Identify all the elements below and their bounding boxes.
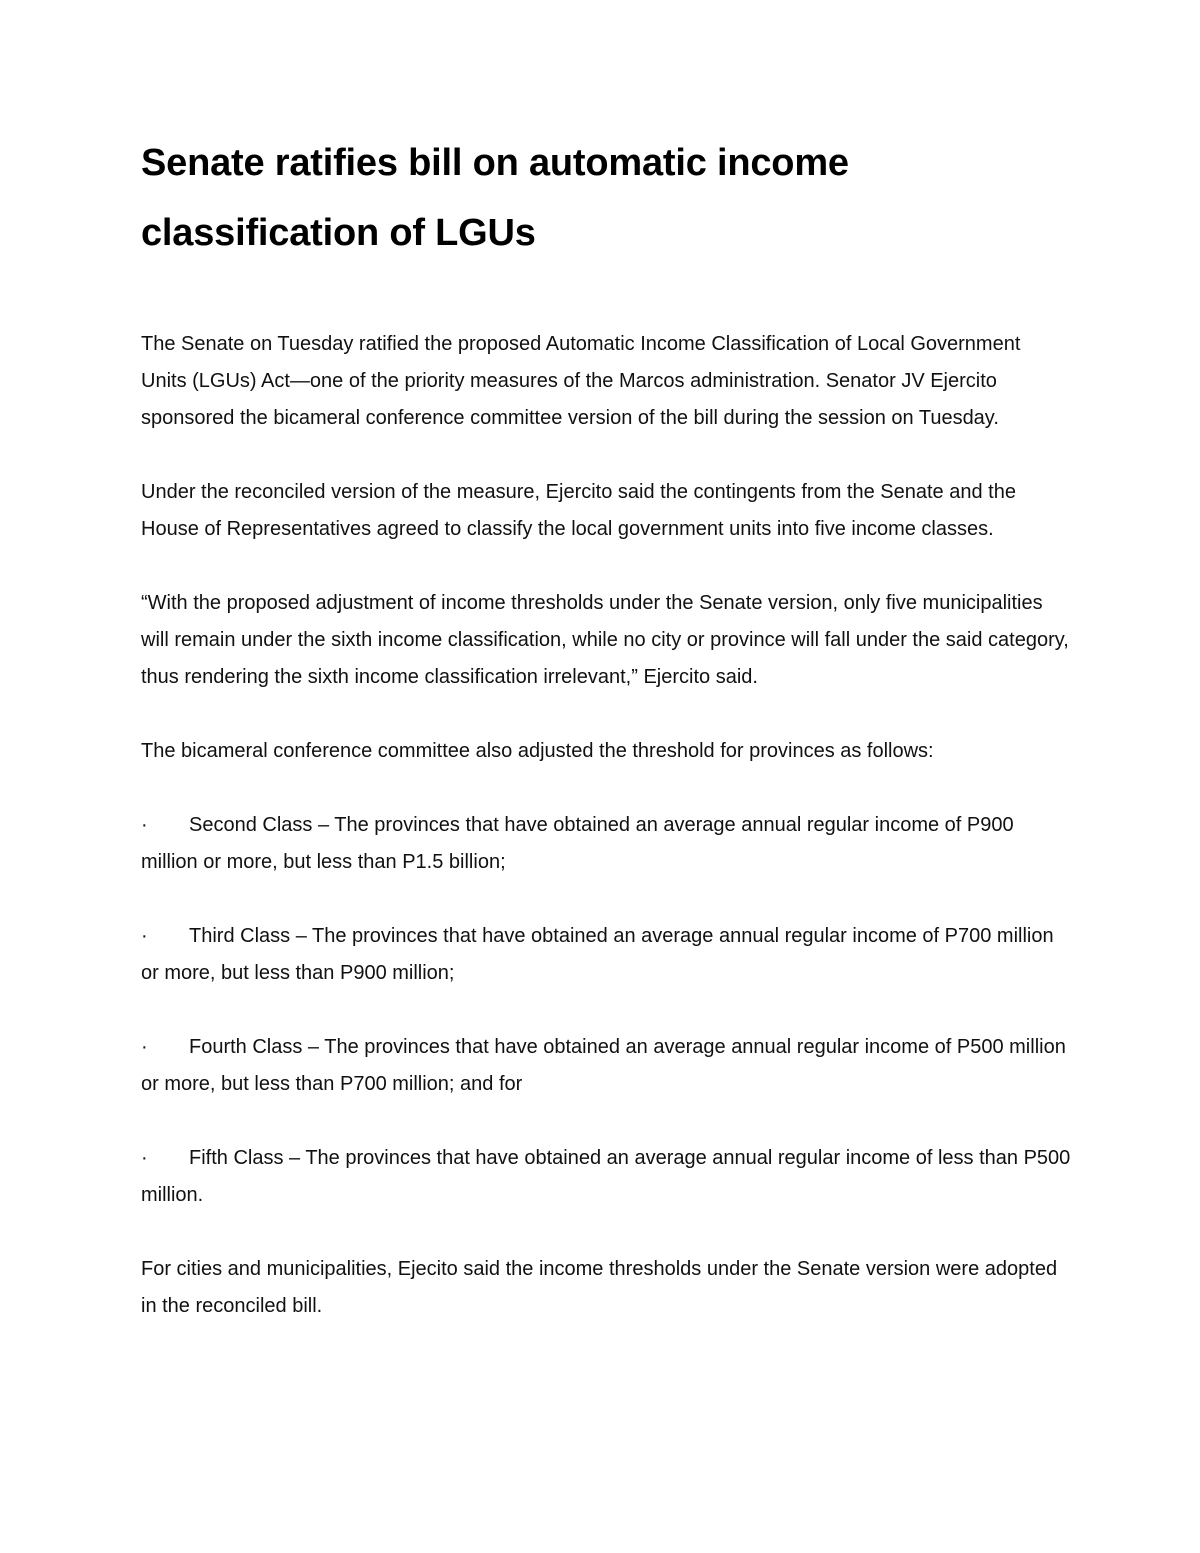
bullet-text: Fifth Class – The provinces that have obtained an average annual regular income of less than P500 million. — [141, 1147, 1071, 1206]
paragraph-threshold-intro: The bicameral conference committee also adjusted the threshold for provinces as follows: — [141, 740, 934, 762]
paragraph-reconciled-version: Under the reconciled version of the measure, Ejercito said the contingents from the Senate and the House of Representatives agreed to classify the local government units into five income classes. — [141, 481, 1016, 540]
bullet-text: Third Class – The provinces that have obtained an average annual regular income of P700 million or more, but less than P900 million; — [141, 925, 1054, 984]
article-title — [141, 128, 1071, 268]
paragraph-intro: The Senate on Tuesday ratified the proposed Automatic Income Classification of Local Government Units (LGUs) Act—one of the priority measures of the Marcos administration. Senator JV Ejercito sponsored the bicameral conference committee version of the bill during the session on Tuesday. — [141, 333, 1021, 429]
document-page — [141, 128, 1071, 1325]
bullet-dot: · — [141, 814, 148, 836]
bullet-fifth-class — [141, 1140, 1071, 1214]
bullet-text: Fourth Class – The provinces that have obtained an average annual regular income of P500 million or more, but less than P700 million; and for — [141, 1036, 1066, 1095]
bullet-text: Second Class – The provinces that have obtained an average annual regular income of P900 million or more, but less than P1.5 billion; — [141, 814, 1014, 873]
bullet-fourth-class — [141, 1029, 1071, 1103]
bullet-dot: · — [141, 1036, 148, 1058]
paragraph-quote: “With the proposed adjustment of income thresholds under the Senate version, only five municipalities will remain under the sixth income classification, while no city or province will fall under the said category, thus rendering the sixth income classification irrelevant,” Ejercito said. — [141, 592, 1069, 688]
paragraph-closing: For cities and municipalities, Ejecito said the income thresholds under the Senate version were adopted in the reconciled bill. — [141, 1258, 1058, 1317]
bullet-dot: · — [141, 925, 148, 947]
bullet-third-class — [141, 918, 1071, 992]
bullet-dot: · — [141, 1147, 148, 1169]
article-title-line-2: classification of LGUs — [141, 212, 536, 254]
article-title-line-1: Senate ratifies bill on automatic income — [141, 142, 849, 184]
bullet-second-class — [141, 807, 1071, 881]
